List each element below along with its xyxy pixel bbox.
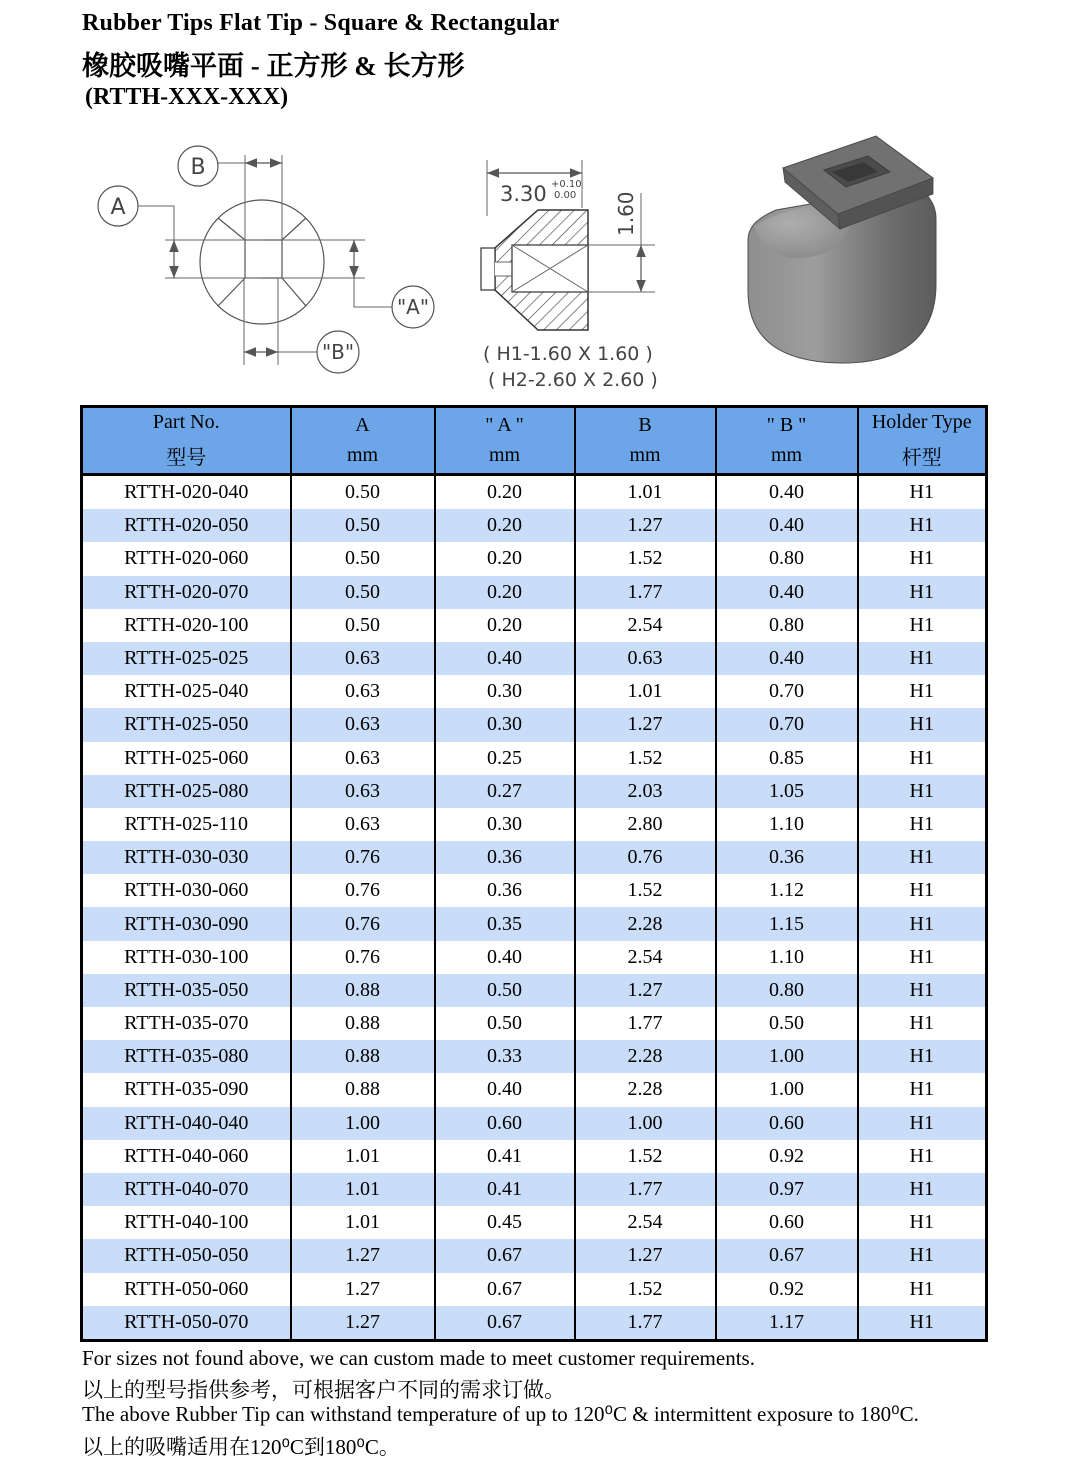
dim-label-a: A <box>110 195 126 220</box>
value-cell: 1.52 <box>575 542 716 575</box>
value-cell: H1 <box>858 675 987 708</box>
table-row <box>82 808 987 841</box>
value-cell: 0.63 <box>291 808 435 841</box>
value-cell: 0.20 <box>435 609 575 642</box>
value-cell: H1 <box>858 1040 987 1073</box>
table-row <box>82 675 987 708</box>
value-cell: 0.88 <box>291 1040 435 1073</box>
col-header-part-no: Part No. 型号 <box>82 407 291 475</box>
value-cell: 0.92 <box>716 1273 858 1306</box>
value-cell: 1.52 <box>575 874 716 907</box>
dim-width-value: 3.30 <box>500 182 547 206</box>
table-row <box>82 1173 987 1206</box>
value-cell: 0.50 <box>291 542 435 575</box>
table-row <box>82 907 987 940</box>
part-no-cell: RTTH-025-080 <box>82 775 291 808</box>
part-no-cell: RTTH-050-060 <box>82 1273 291 1306</box>
value-cell: 0.45 <box>435 1206 575 1239</box>
value-cell: 1.27 <box>575 509 716 542</box>
value-cell: 0.70 <box>716 675 858 708</box>
value-cell: 0.40 <box>435 941 575 974</box>
part-no-cell: RTTH-020-100 <box>82 609 291 642</box>
value-cell: 1.00 <box>291 1107 435 1140</box>
value-cell: 1.77 <box>575 1007 716 1040</box>
value-cell: 1.05 <box>716 775 858 808</box>
part-number-pattern: (RTTH-XXX-XXX) <box>85 84 289 110</box>
value-cell: 0.25 <box>435 742 575 775</box>
value-cell: 0.67 <box>435 1239 575 1272</box>
dim-label-a-quoted: "A" <box>396 295 430 319</box>
value-cell: 0.67 <box>435 1273 575 1306</box>
col-header-a: A mm <box>291 407 435 475</box>
value-cell: 1.27 <box>575 974 716 1007</box>
value-cell: 0.88 <box>291 1073 435 1106</box>
value-cell: 0.50 <box>716 1007 858 1040</box>
value-cell: H1 <box>858 775 987 808</box>
part-no-cell: RTTH-025-060 <box>82 742 291 775</box>
value-cell: 1.01 <box>575 675 716 708</box>
table-row <box>82 642 987 675</box>
value-cell: 0.40 <box>716 509 858 542</box>
value-cell: 0.67 <box>435 1306 575 1341</box>
value-cell: H1 <box>858 841 987 874</box>
value-cell: 1.77 <box>575 1306 716 1341</box>
value-cell: 1.15 <box>716 907 858 940</box>
value-cell: 2.03 <box>575 775 716 808</box>
value-cell: 0.35 <box>435 907 575 940</box>
value-cell: H1 <box>858 742 987 775</box>
value-cell: 0.30 <box>435 708 575 741</box>
value-cell: 0.92 <box>716 1140 858 1173</box>
dim-label-b-quoted: "B" <box>321 340 355 364</box>
part-no-cell: RTTH-040-070 <box>82 1173 291 1206</box>
value-cell: 0.30 <box>435 808 575 841</box>
value-cell: 0.63 <box>291 675 435 708</box>
value-cell: 1.27 <box>291 1239 435 1272</box>
part-no-cell: RTTH-035-090 <box>82 1073 291 1106</box>
value-cell: 0.63 <box>291 742 435 775</box>
part-no-cell: RTTH-025-110 <box>82 808 291 841</box>
table-row <box>82 708 987 741</box>
value-cell: 0.20 <box>435 509 575 542</box>
page-title-chinese: 橡胶吸嘴平面 - 正方形 & 长方形 <box>82 51 465 81</box>
value-cell: 1.12 <box>716 874 858 907</box>
table-row <box>82 1273 987 1306</box>
value-cell: H1 <box>858 542 987 575</box>
value-cell: 0.60 <box>716 1206 858 1239</box>
part-no-cell: RTTH-030-060 <box>82 874 291 907</box>
value-cell: 2.80 <box>575 808 716 841</box>
part-no-cell: RTTH-050-070 <box>82 1306 291 1341</box>
value-cell: 2.54 <box>575 1206 716 1239</box>
table-header <box>82 407 987 475</box>
part-no-cell: RTTH-040-060 <box>82 1140 291 1173</box>
table-row <box>82 742 987 775</box>
value-cell: 2.28 <box>575 907 716 940</box>
part-no-cell: RTTH-050-050 <box>82 1239 291 1272</box>
parts-spec-table <box>80 405 988 1342</box>
page-title-english: Rubber Tips Flat Tip - Square & Rectangular <box>82 10 560 36</box>
value-cell: 1.01 <box>291 1173 435 1206</box>
table-row <box>82 609 987 642</box>
value-cell: 0.85 <box>716 742 858 775</box>
value-cell: H1 <box>858 1007 987 1040</box>
note-h2: ( H2-2.60 X 2.60 ) <box>488 369 658 391</box>
value-cell: 0.80 <box>716 609 858 642</box>
value-cell: 0.20 <box>435 576 575 609</box>
value-cell: 2.54 <box>575 941 716 974</box>
value-cell: 0.41 <box>435 1173 575 1206</box>
value-cell: H1 <box>858 808 987 841</box>
dim-width-tol-upper: +0.10 <box>551 179 582 190</box>
value-cell: 0.36 <box>716 841 858 874</box>
value-cell: 2.28 <box>575 1073 716 1106</box>
table-row <box>82 775 987 808</box>
value-cell: 1.17 <box>716 1306 858 1341</box>
footer-note-temperature-zh: 以上的吸嘴适用在120⁰C到180⁰C。 <box>82 1435 400 1459</box>
value-cell: H1 <box>858 642 987 675</box>
value-cell: 0.36 <box>435 874 575 907</box>
part-no-cell: RTTH-020-050 <box>82 509 291 542</box>
value-cell: 0.50 <box>291 576 435 609</box>
value-cell: 0.41 <box>435 1140 575 1173</box>
part-no-cell: RTTH-025-050 <box>82 708 291 741</box>
part-no-cell: RTTH-030-090 <box>82 907 291 940</box>
value-cell: H1 <box>858 609 987 642</box>
part-no-cell: RTTH-025-025 <box>82 642 291 675</box>
value-cell: 2.28 <box>575 1040 716 1073</box>
value-cell: H1 <box>858 1206 987 1239</box>
table-row <box>82 1040 987 1073</box>
table-row <box>82 941 987 974</box>
value-cell: H1 <box>858 1107 987 1140</box>
part-no-cell: RTTH-040-100 <box>82 1206 291 1239</box>
col-header-b: B mm <box>575 407 716 475</box>
value-cell: 1.27 <box>291 1273 435 1306</box>
value-cell: H1 <box>858 1273 987 1306</box>
value-cell: 0.40 <box>716 475 858 510</box>
value-cell: 1.77 <box>575 576 716 609</box>
part-no-cell: RTTH-035-070 <box>82 1007 291 1040</box>
value-cell: 0.20 <box>435 475 575 510</box>
footer-note-custom-en: For sizes not found above, we can custom made to meet customer requirements. <box>82 1346 755 1370</box>
value-cell: 1.27 <box>575 708 716 741</box>
value-cell: 0.27 <box>435 775 575 808</box>
value-cell: 0.80 <box>716 974 858 1007</box>
footer-note-custom-zh: 以上的型号指供参考，可根据客户不同的需求订做。 <box>82 1378 565 1402</box>
table-row <box>82 576 987 609</box>
parts-table-body <box>82 475 987 1341</box>
value-cell: H1 <box>858 708 987 741</box>
value-cell: 0.63 <box>575 642 716 675</box>
part-no-cell: RTTH-030-100 <box>82 941 291 974</box>
table-row <box>82 542 987 575</box>
value-cell: 0.80 <box>716 542 858 575</box>
table-row <box>82 1107 987 1140</box>
value-cell: 0.50 <box>291 509 435 542</box>
value-cell: 1.01 <box>291 1140 435 1173</box>
top-view-drawing <box>80 130 490 400</box>
value-cell: 0.63 <box>291 775 435 808</box>
value-cell: 0.76 <box>291 907 435 940</box>
value-cell: 1.27 <box>575 1239 716 1272</box>
value-cell: 0.88 <box>291 974 435 1007</box>
value-cell: 0.50 <box>291 475 435 510</box>
table-row <box>82 841 987 874</box>
dim-width-tol-lower: 0.00 <box>554 190 577 201</box>
value-cell: H1 <box>858 1239 987 1272</box>
table-row <box>82 1206 987 1239</box>
part-no-cell: RTTH-040-040 <box>82 1107 291 1140</box>
value-cell: 0.76 <box>291 874 435 907</box>
value-cell: 0.40 <box>716 576 858 609</box>
table-row <box>82 475 987 510</box>
table-row <box>82 1140 987 1173</box>
table-row <box>82 874 987 907</box>
value-cell: H1 <box>858 974 987 1007</box>
table-row <box>82 974 987 1007</box>
value-cell: 0.50 <box>435 974 575 1007</box>
value-cell: 1.00 <box>575 1107 716 1140</box>
value-cell: 0.33 <box>435 1040 575 1073</box>
value-cell: 1.10 <box>716 941 858 974</box>
value-cell: H1 <box>858 1140 987 1173</box>
value-cell: 0.70 <box>716 708 858 741</box>
value-cell: H1 <box>858 576 987 609</box>
value-cell: 0.40 <box>435 642 575 675</box>
value-cell: H1 <box>858 1306 987 1341</box>
value-cell: H1 <box>858 1073 987 1106</box>
col-header-holder-type: Holder Type 杆型 <box>858 407 987 475</box>
value-cell: 1.01 <box>575 475 716 510</box>
table-row <box>82 509 987 542</box>
table-row <box>82 1073 987 1106</box>
value-cell: 0.63 <box>291 708 435 741</box>
value-cell: 1.00 <box>716 1073 858 1106</box>
part-no-cell: RTTH-020-040 <box>82 475 291 510</box>
col-header-b-quoted: " B " mm <box>716 407 858 475</box>
rubber-tip-3d-render <box>728 126 1000 374</box>
value-cell: 1.77 <box>575 1173 716 1206</box>
value-cell: 0.67 <box>716 1239 858 1272</box>
value-cell: H1 <box>858 475 987 510</box>
value-cell: 0.60 <box>716 1107 858 1140</box>
value-cell: 1.10 <box>716 808 858 841</box>
value-cell: 0.30 <box>435 675 575 708</box>
value-cell: H1 <box>858 1173 987 1206</box>
value-cell: 0.76 <box>575 841 716 874</box>
value-cell: 0.50 <box>291 609 435 642</box>
value-cell: 0.76 <box>291 941 435 974</box>
value-cell: 1.52 <box>575 1273 716 1306</box>
table-row <box>82 1239 987 1272</box>
footer-note-temperature-en: The above Rubber Tip can withstand temperature of up to 120⁰C & intermittent exposure to 180⁰C. <box>82 1402 919 1426</box>
note-h1: ( H1-1.60 X 1.60 ) <box>483 343 653 365</box>
col-header-a-quoted: " A " mm <box>435 407 575 475</box>
value-cell: 0.88 <box>291 1007 435 1040</box>
value-cell: H1 <box>858 907 987 940</box>
value-cell: H1 <box>858 874 987 907</box>
table-row <box>82 1306 987 1341</box>
dim-height-value: 1.60 <box>614 191 638 236</box>
value-cell: 0.40 <box>435 1073 575 1106</box>
table-row <box>82 1007 987 1040</box>
value-cell: 0.97 <box>716 1173 858 1206</box>
value-cell: 0.50 <box>435 1007 575 1040</box>
part-no-cell: RTTH-020-070 <box>82 576 291 609</box>
value-cell: 0.60 <box>435 1107 575 1140</box>
value-cell: 1.01 <box>291 1206 435 1239</box>
value-cell: 1.27 <box>291 1306 435 1341</box>
part-no-cell: RTTH-025-040 <box>82 675 291 708</box>
part-no-cell: RTTH-035-050 <box>82 974 291 1007</box>
value-cell: 1.52 <box>575 1140 716 1173</box>
value-cell: 1.00 <box>716 1040 858 1073</box>
value-cell: 0.20 <box>435 542 575 575</box>
part-no-cell: RTTH-020-060 <box>82 542 291 575</box>
dim-label-b: B <box>190 155 206 180</box>
part-no-cell: RTTH-030-030 <box>82 841 291 874</box>
part-no-cell: RTTH-035-080 <box>82 1040 291 1073</box>
value-cell: 0.63 <box>291 642 435 675</box>
section-view-drawing <box>455 138 725 400</box>
value-cell: 0.40 <box>716 642 858 675</box>
value-cell: H1 <box>858 941 987 974</box>
value-cell: 0.76 <box>291 841 435 874</box>
value-cell: 2.54 <box>575 609 716 642</box>
value-cell: H1 <box>858 509 987 542</box>
value-cell: 0.36 <box>435 841 575 874</box>
value-cell: 1.52 <box>575 742 716 775</box>
